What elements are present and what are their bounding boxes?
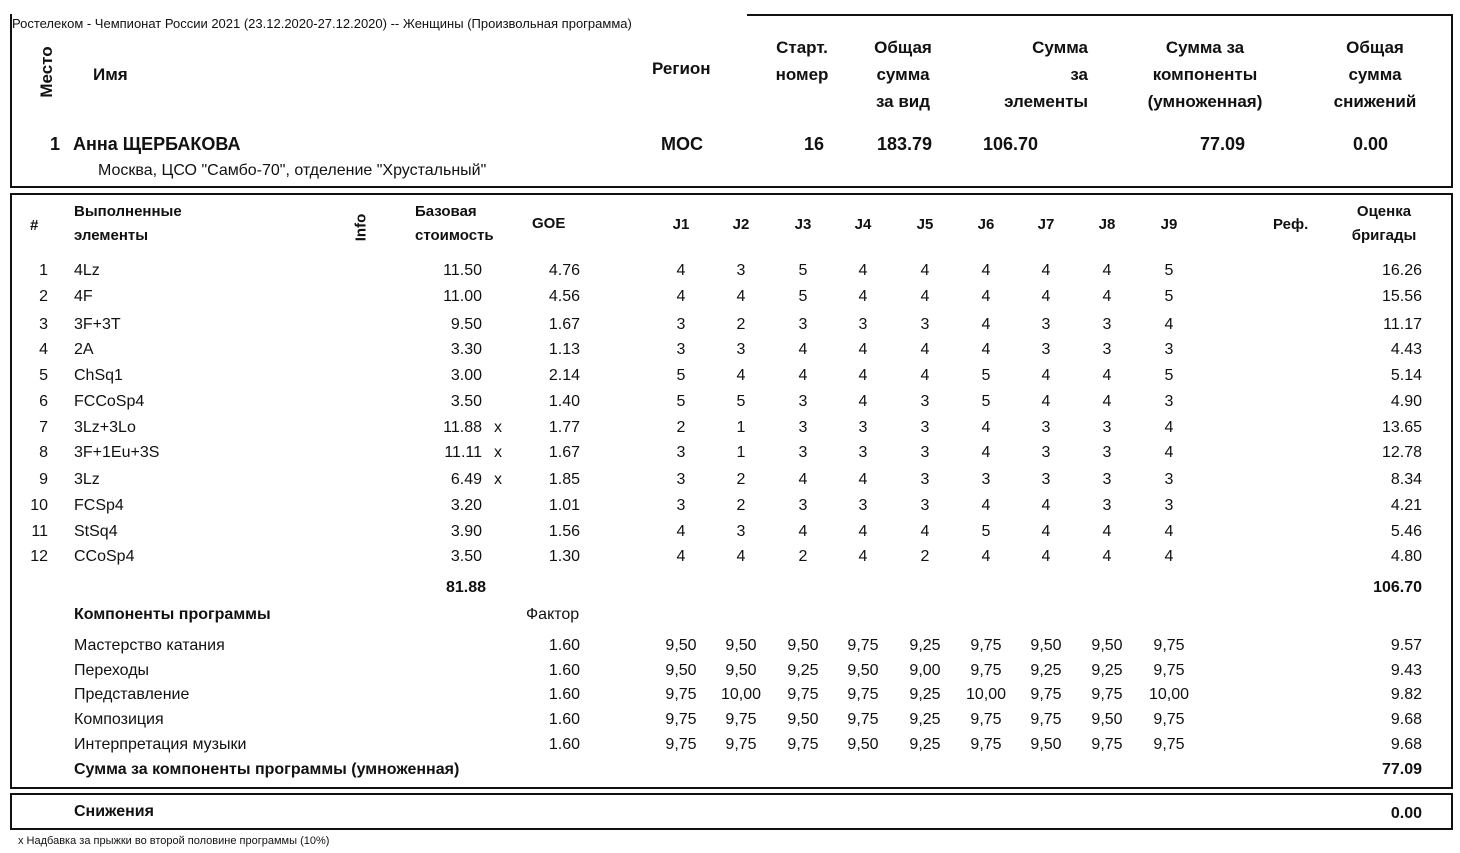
element-judge-score: 4 — [1102, 262, 1112, 279]
element-panel-score: 5.14 — [1390, 367, 1422, 384]
element-judge-score: 4 — [1041, 548, 1051, 565]
component-judge-score: 9,75 — [847, 711, 879, 728]
info-header: Info — [352, 213, 370, 242]
element-name: 3Lz+3Lo — [74, 419, 136, 436]
element-name: 2A — [74, 341, 94, 358]
element-judge-score: 4 — [858, 471, 868, 488]
total-score-header: Общая сумма за вид — [874, 38, 932, 111]
element-judge-score: 4 — [1041, 367, 1051, 384]
deductions-value: 0.00 — [1390, 805, 1422, 822]
element-panel-score: 4.43 — [1390, 341, 1422, 358]
element-goe: 1.13 — [548, 341, 580, 358]
element-judge-score: 4 — [798, 341, 808, 358]
element-name: 4Lz — [74, 262, 100, 279]
element-judge-score: 4 — [920, 367, 930, 384]
deductions-panel — [10, 793, 1453, 830]
element-judge-score: 4 — [1102, 288, 1112, 305]
component-factor: 1.60 — [548, 711, 580, 728]
element-judge-score: 3 — [798, 316, 808, 333]
element-judge-score: 1 — [736, 419, 746, 436]
element-panel-score: 8.34 — [1390, 471, 1422, 488]
component-panel-score: 9.82 — [1390, 686, 1422, 703]
component-judge-score: 9,75 — [725, 711, 757, 728]
element-judge-score: 4 — [858, 367, 868, 384]
element-judge-score: 3 — [1041, 341, 1051, 358]
component-judge-score: 9,75 — [1153, 736, 1185, 753]
element-judge-score: 3 — [1164, 393, 1174, 410]
element-judge-score: 4 — [981, 497, 991, 514]
component-judge-score: 9,50 — [665, 662, 697, 679]
element-judge-score: 4 — [736, 548, 746, 565]
start-no-header: Старт. номер — [775, 38, 829, 84]
component-judge-score: 9,25 — [1091, 662, 1123, 679]
element-judge-score: 4 — [1102, 548, 1112, 565]
element-judge-score: 3 — [1102, 419, 1112, 436]
element-judge-score: 4 — [858, 262, 868, 279]
component-judge-score: 9,50 — [847, 736, 879, 753]
element-judge-score: 4 — [1041, 288, 1051, 305]
component-name: Представление — [74, 686, 190, 703]
element-judge-score: 3 — [1102, 471, 1112, 488]
element-judge-score: 3 — [676, 497, 686, 514]
component-judge-score: 9,50 — [1091, 637, 1123, 654]
element-judge-score: 4 — [798, 367, 808, 384]
element-judge-score: 4 — [858, 341, 868, 358]
element-goe: 1.85 — [548, 471, 580, 488]
element-judge-score: 4 — [920, 341, 930, 358]
footnote: x Надбавка за прыжки во второй половине программы (10%) — [18, 835, 330, 847]
place-header: Место — [37, 46, 56, 98]
element-number: 2 — [39, 288, 48, 305]
element-judge-score: 3 — [1041, 419, 1051, 436]
element-judge-score: 3 — [858, 444, 868, 461]
element-judge-score: 5 — [981, 393, 991, 410]
element-judge-score: 4 — [676, 523, 686, 540]
component-judge-score: 9,75 — [970, 662, 1002, 679]
component-judge-score: 9,25 — [909, 736, 941, 753]
element-judge-score: 4 — [1041, 523, 1051, 540]
elements-score-total: 106.70 — [1373, 579, 1422, 596]
component-judge-score: 9,75 — [725, 736, 757, 753]
element-judge-score: 4 — [981, 288, 991, 305]
element-judge-score: 2 — [676, 419, 686, 436]
element-judge-score: 2 — [798, 548, 808, 565]
element-judge-score: 4 — [676, 288, 686, 305]
component-judge-score: 9,75 — [665, 686, 697, 703]
skater-name: Анна ЩЕРБАКОВА — [73, 134, 241, 154]
component-judge-score: 9,50 — [847, 662, 879, 679]
element-goe: 1.77 — [548, 419, 580, 436]
element-judge-score: 3 — [676, 471, 686, 488]
element-judge-score: 4 — [981, 444, 991, 461]
component-name: Композиция — [74, 711, 164, 728]
element-judge-score: 4 — [1164, 548, 1174, 565]
element-judge-score: 3 — [920, 444, 930, 461]
element-judge-score: 3 — [676, 316, 686, 333]
element-panel-score: 5.46 — [1390, 523, 1422, 540]
element-judge-score: 3 — [858, 419, 868, 436]
elements-header: Выполненные элементы — [74, 203, 182, 244]
element-name: ChSq1 — [74, 367, 123, 384]
element-judge-score: 4 — [858, 548, 868, 565]
element-number: 5 — [39, 367, 48, 384]
element-base-value: 3.00 — [450, 367, 482, 384]
element-base-value: 11.88 — [443, 419, 482, 436]
judge-header-3: J3 — [794, 216, 812, 233]
element-goe: 1.56 — [548, 523, 580, 540]
element-number: 9 — [39, 471, 48, 488]
element-judge-score: 4 — [920, 288, 930, 305]
element-judge-score: 3 — [1041, 471, 1051, 488]
element-judge-score: 4 — [1164, 444, 1174, 461]
element-panel-score: 13.65 — [1381, 419, 1422, 436]
element-goe: 1.30 — [548, 548, 580, 565]
element-panel-score: 12.78 — [1381, 444, 1422, 461]
element-judge-score: 3 — [798, 393, 808, 410]
element-judge-score: 4 — [858, 288, 868, 305]
component-judge-score: 9,25 — [787, 662, 819, 679]
component-judge-score: 9,50 — [787, 711, 819, 728]
elements-base-total: 81.88 — [445, 579, 486, 596]
element-judge-score: 1 — [736, 444, 746, 461]
element-base-value: 9.50 — [450, 316, 482, 333]
element-judge-score: 3 — [1102, 497, 1112, 514]
components-score-header: Сумма за компоненты (умноженная) — [1147, 38, 1263, 111]
skater-deductions: 0.00 — [1352, 134, 1388, 154]
component-judge-score: 9,00 — [909, 662, 941, 679]
component-factor: 1.60 — [548, 637, 580, 654]
element-judge-score: 5 — [981, 523, 991, 540]
element-base-value: 3.50 — [450, 393, 482, 410]
element-number: 7 — [39, 419, 48, 436]
element-base-value: 11.11 — [444, 444, 482, 461]
component-judge-score: 9,75 — [1153, 662, 1185, 679]
element-judge-score: 3 — [920, 393, 930, 410]
component-factor: 1.60 — [548, 662, 580, 679]
component-panel-score: 9.68 — [1390, 711, 1422, 728]
skater-total-score: 183.79 — [876, 134, 932, 154]
component-judge-score: 9,75 — [1030, 686, 1062, 703]
judge-header-7: J7 — [1037, 216, 1055, 233]
element-judge-score: 3 — [736, 341, 746, 358]
element-judge-score: 3 — [676, 444, 686, 461]
component-judge-score: 9,50 — [1091, 711, 1123, 728]
component-panel-score: 9.57 — [1390, 637, 1422, 654]
element-judge-score: 4 — [858, 523, 868, 540]
component-judge-score: 9,50 — [1030, 736, 1062, 753]
element-goe: 2.14 — [548, 367, 580, 384]
element-judge-score: 4 — [736, 367, 746, 384]
element-goe: 4.76 — [548, 262, 580, 279]
element-panel-score: 16.26 — [1381, 262, 1422, 279]
element-goe: 1.40 — [548, 393, 580, 410]
element-name: StSq4 — [74, 523, 118, 540]
element-judge-score: 4 — [798, 471, 808, 488]
element-judge-score: 4 — [736, 288, 746, 305]
element-judge-score: 4 — [1164, 419, 1174, 436]
element-info-flag: x — [494, 419, 502, 436]
element-judge-score: 4 — [1041, 262, 1051, 279]
judge-header-8: J8 — [1098, 216, 1116, 233]
element-judge-score: 3 — [1102, 316, 1112, 333]
element-number: 4 — [39, 341, 48, 358]
element-name: 3F+3T — [74, 316, 121, 333]
element-judge-score: 4 — [676, 262, 686, 279]
element-judge-score: 4 — [981, 419, 991, 436]
deductions-header: Общая сумма снижений — [1333, 38, 1417, 111]
component-judge-score: 9,75 — [970, 711, 1002, 728]
component-panel-score: 9.43 — [1390, 662, 1422, 679]
element-judge-score: 3 — [1041, 444, 1051, 461]
element-base-value: 3.20 — [450, 497, 482, 514]
deductions-label: Снижения — [74, 803, 154, 820]
element-judge-score: 3 — [1102, 341, 1112, 358]
element-judge-score: 3 — [1164, 341, 1174, 358]
element-name: 3F+1Eu+3S — [74, 444, 160, 461]
element-number: 10 — [30, 497, 48, 514]
element-judge-score: 3 — [858, 316, 868, 333]
element-judge-score: 2 — [736, 497, 746, 514]
skater-elements-score: 106.70 — [982, 134, 1038, 154]
element-number: 3 — [39, 316, 48, 333]
component-name: Переходы — [74, 662, 150, 679]
component-judge-score: 9,75 — [787, 736, 819, 753]
element-name: CCoSp4 — [74, 548, 135, 565]
judge-header-4: J4 — [854, 216, 872, 233]
component-judge-score: 10,00 — [965, 686, 1007, 703]
element-goe: 1.67 — [548, 444, 580, 461]
component-judge-score: 9,75 — [665, 711, 697, 728]
judge-header-1: J1 — [672, 216, 690, 233]
element-base-value: 3.90 — [450, 523, 482, 540]
element-judge-score: 3 — [858, 497, 868, 514]
component-judge-score: 9,50 — [725, 637, 757, 654]
element-judge-score: 3 — [798, 497, 808, 514]
base-value-header: Базовая стоимость — [415, 203, 494, 244]
component-factor: 1.60 — [548, 736, 580, 753]
element-judge-score: 3 — [676, 341, 686, 358]
referee-header: Реф. — [1273, 216, 1309, 233]
judge-header-2: J2 — [732, 216, 750, 233]
element-judge-score: 4 — [981, 316, 991, 333]
skater-place: 1 — [49, 134, 60, 154]
component-judge-score: 9,75 — [665, 736, 697, 753]
element-panel-score: 15.56 — [1381, 288, 1422, 305]
component-judge-score: 9,50 — [725, 662, 757, 679]
element-judge-score: 3 — [920, 316, 930, 333]
element-judge-score: 5 — [1164, 262, 1174, 279]
element-name: 3Lz — [74, 471, 100, 488]
event-title: Ростелеком - Чемпионат России 2021 (23.12.2020-27.12.2020) -- Женщины (Произвольная программа) — [12, 16, 632, 31]
element-judge-score: 3 — [798, 444, 808, 461]
element-judge-score: 4 — [798, 523, 808, 540]
element-judge-score: 4 — [1102, 367, 1112, 384]
element-base-value: 3.50 — [450, 548, 482, 565]
element-judge-score: 3 — [1102, 444, 1112, 461]
element-judge-score: 4 — [858, 393, 868, 410]
component-judge-score: 9,75 — [1030, 711, 1062, 728]
element-judge-score: 4 — [981, 341, 991, 358]
element-base-value: 11.50 — [443, 262, 482, 279]
judge-header-5: J5 — [916, 216, 934, 233]
component-judge-score: 10,00 — [1148, 686, 1190, 703]
element-base-value: 6.49 — [450, 471, 482, 488]
component-judge-score: 9,25 — [909, 711, 941, 728]
skater-components-score: 77.09 — [1199, 134, 1245, 154]
name-header: Имя — [93, 65, 128, 84]
element-base-value: 11.00 — [443, 288, 482, 305]
element-judge-score: 5 — [1164, 367, 1174, 384]
region-header: Регион — [652, 59, 711, 78]
panel-score-header: Оценка бригады — [1351, 203, 1417, 244]
element-judge-score: 5 — [676, 393, 686, 410]
component-name: Мастерство катания — [74, 637, 225, 654]
element-base-value: 3.30 — [450, 341, 482, 358]
element-judge-score: 5 — [981, 367, 991, 384]
element-panel-score: 4.21 — [1390, 497, 1422, 514]
component-panel-score: 9.68 — [1390, 736, 1422, 753]
element-judge-score: 3 — [1164, 497, 1174, 514]
element-judge-score: 3 — [981, 471, 991, 488]
component-judge-score: 9,75 — [1153, 637, 1185, 654]
element-judge-score: 5 — [736, 393, 746, 410]
component-judge-score: 9,25 — [909, 637, 941, 654]
component-judge-score: 9,75 — [970, 637, 1002, 654]
element-number: 12 — [30, 548, 48, 565]
element-judge-score: 4 — [920, 262, 930, 279]
component-judge-score: 9,75 — [787, 686, 819, 703]
element-goe: 1.01 — [548, 497, 580, 514]
element-judge-score: 3 — [798, 419, 808, 436]
element-judge-score: 4 — [920, 523, 930, 540]
component-judge-score: 9,75 — [970, 736, 1002, 753]
element-name: FCCoSp4 — [74, 393, 145, 410]
element-number-header: # — [30, 217, 39, 234]
components-total-value: 77.09 — [1381, 761, 1422, 778]
element-judge-score: 4 — [1164, 316, 1174, 333]
element-judge-score: 5 — [676, 367, 686, 384]
component-judge-score: 9,75 — [847, 637, 879, 654]
element-judge-score: 2 — [736, 471, 746, 488]
element-judge-score: 4 — [1041, 393, 1051, 410]
element-judge-score: 4 — [1041, 497, 1051, 514]
element-judge-score: 4 — [981, 548, 991, 565]
element-judge-score: 4 — [981, 262, 991, 279]
element-judge-score: 3 — [920, 497, 930, 514]
element-judge-score: 3 — [1041, 316, 1051, 333]
component-judge-score: 9,50 — [1030, 637, 1062, 654]
element-name: 4F — [74, 288, 93, 305]
component-judge-score: 9,25 — [1030, 662, 1062, 679]
element-number: 6 — [39, 393, 48, 410]
element-info-flag: x — [494, 471, 502, 488]
skater-club: Москва, ЦСО "Самбо-70", отделение "Хрустальный" — [98, 162, 487, 179]
component-judge-score: 9,50 — [787, 637, 819, 654]
component-factor: 1.60 — [548, 686, 580, 703]
goe-header: GOE — [532, 215, 566, 232]
skater-region: МОС — [661, 134, 703, 154]
judge-header-6: J6 — [977, 216, 995, 233]
element-judge-score: 5 — [798, 262, 808, 279]
factor-header: Фактор — [526, 606, 580, 623]
element-judge-score: 4 — [1164, 523, 1174, 540]
element-judge-score: 3 — [920, 419, 930, 436]
element-goe: 4.56 — [548, 288, 580, 305]
element-name: FCSp4 — [74, 497, 124, 514]
element-judge-score: 3 — [920, 471, 930, 488]
element-judge-score: 4 — [676, 548, 686, 565]
element-judge-score: 3 — [736, 262, 746, 279]
judge-header-9: J9 — [1160, 216, 1178, 233]
element-judge-score: 4 — [1102, 523, 1112, 540]
element-panel-score: 11.17 — [1383, 316, 1422, 333]
component-name: Интерпретация музыки — [74, 736, 247, 753]
component-judge-score: 9,75 — [1091, 736, 1123, 753]
element-judge-score: 5 — [798, 288, 808, 305]
component-judge-score: 9,25 — [909, 686, 941, 703]
element-judge-score: 5 — [1164, 288, 1174, 305]
element-info-flag: x — [494, 444, 502, 461]
elements-score-header: Сумма за элементы — [1004, 38, 1088, 111]
element-number: 8 — [39, 444, 48, 461]
components-total-label: Сумма за компоненты программы (умноженная) — [74, 761, 460, 778]
element-judge-score: 3 — [736, 523, 746, 540]
element-number: 1 — [39, 262, 48, 279]
skater-start-no: 16 — [803, 134, 824, 154]
component-judge-score: 10,00 — [720, 686, 762, 703]
component-judge-score: 9,75 — [1153, 711, 1185, 728]
element-number: 11 — [31, 523, 48, 540]
element-goe: 1.67 — [548, 316, 580, 333]
component-judge-score: 9,75 — [1091, 686, 1123, 703]
element-judge-score: 3 — [1164, 471, 1174, 488]
element-panel-score: 4.80 — [1390, 548, 1422, 565]
element-judge-score: 2 — [736, 316, 746, 333]
element-panel-score: 4.90 — [1390, 393, 1422, 410]
component-judge-score: 9,50 — [665, 637, 697, 654]
element-judge-score: 4 — [1102, 393, 1112, 410]
component-judge-score: 9,75 — [847, 686, 879, 703]
components-title: Компоненты программы — [74, 606, 271, 623]
element-judge-score: 2 — [920, 548, 930, 565]
